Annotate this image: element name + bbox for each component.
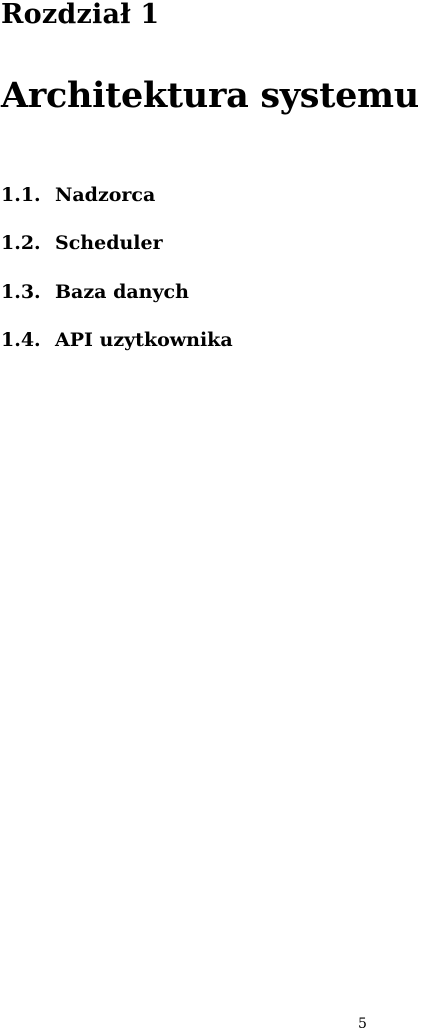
section-number: 1.4.: [1, 329, 41, 351]
chapter-label: Rozdział 1: [1, 0, 160, 30]
section-heading: [1, 329, 233, 351]
section-number: 1.2.: [1, 232, 41, 254]
chapter-title: Architektura systemu: [1, 75, 419, 116]
section-number: 1.3.: [1, 281, 41, 303]
section-heading: [1, 184, 155, 206]
section-title: API uzytkownika: [55, 329, 233, 351]
section-title: Nadzorca: [55, 184, 156, 206]
section-heading: [1, 232, 163, 254]
page-number: 5: [358, 1016, 367, 1032]
section-title: Scheduler: [55, 232, 163, 254]
section-title: Baza danych: [55, 281, 189, 303]
section-number: 1.1.: [1, 184, 41, 206]
section-heading: [1, 281, 189, 303]
